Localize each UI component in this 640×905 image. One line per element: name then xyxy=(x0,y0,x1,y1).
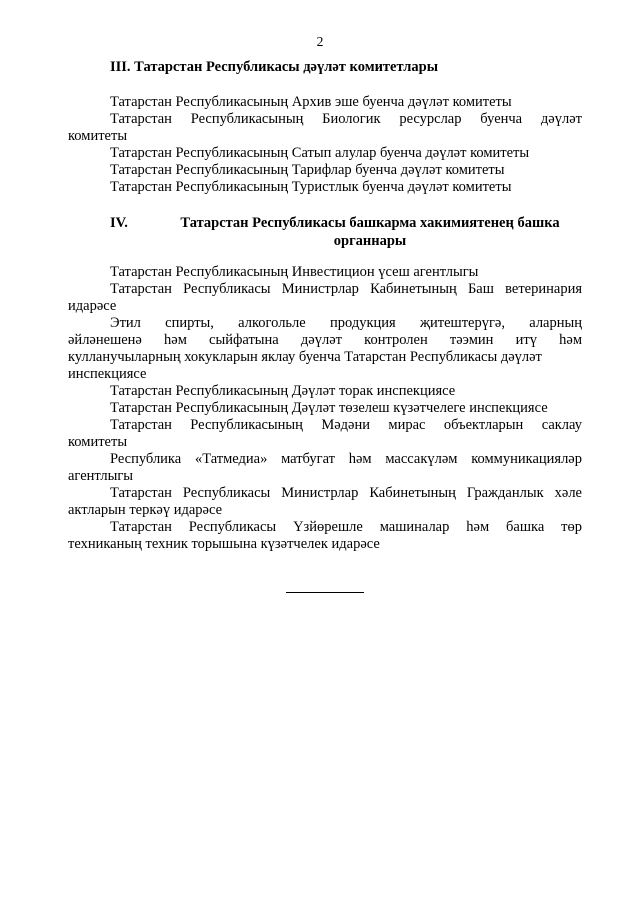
section-4-heading-line2: органнары xyxy=(333,233,407,249)
list-item-continuation: техниканың техник торышына күзәтчелек идарәсе xyxy=(68,536,380,552)
section-3-list xyxy=(68,94,582,196)
list-item: Татарстан Республикасының Биологик ресурслар буенча дәүләт xyxy=(110,111,582,127)
section-4-heading xyxy=(110,214,590,250)
list-item: Татарстан Республикасы Министрлар Кабинетының Баш ветеринария xyxy=(110,281,582,297)
list-item: Татарстан Республикасы Үзйөрешле машиналар һәм башка төр xyxy=(110,519,582,535)
list-item: Татарстан Республикасының Архив эше буенча дәүләт комитеты xyxy=(110,94,512,110)
section-4-number: IV. xyxy=(110,215,128,231)
list-item-continuation: актларын теркәү идарәсе xyxy=(68,502,222,518)
section-4-heading-line1: Татарстан Республикасы башкарма хакимиятенең башка xyxy=(180,215,560,231)
list-item: Татарстан Республикасының Тарифлар буенча дәүләт комитеты xyxy=(110,162,505,178)
list-item: Этил спирты, алкогольле продукция җитештерүгә, аларның xyxy=(110,315,582,331)
list-item-continuation: агентлыгы xyxy=(68,468,134,484)
section-3-heading: III. Татарстан Республикасы дәүләт комитетлары xyxy=(110,59,439,75)
list-item: Республика «Татмедиа» матбугат һәм массакүләм коммуникацияләр xyxy=(110,451,582,467)
list-item: Татарстан Республикасының Сатып алулар буенча дәүләт комитеты xyxy=(110,145,530,161)
list-item-continuation: комитеты xyxy=(68,434,128,450)
list-item-continuation: әйләнешенә һәм сыйфатына дәүләт контролен тәэмин итү һәм xyxy=(68,332,582,348)
end-divider xyxy=(286,592,364,593)
list-item: Татарстан Республикасының Мәдәни мирас объектларын саклау xyxy=(110,417,582,433)
list-item: Татарстан Республикасының Инвестицион үсеш агентлыгы xyxy=(110,264,479,280)
section-4-list xyxy=(68,264,582,553)
list-item: Татарстан Республикасының Дәүләт торак инспекциясе xyxy=(110,383,456,399)
page-number: 2 xyxy=(316,34,324,49)
list-item-continuation: идарәсе xyxy=(68,298,117,314)
list-item-continuation: кулланучыларның хокукларын яклау буенча Татарстан Республикасы дәүләт xyxy=(68,349,542,365)
list-item: Татарстан Республикасының Туристлык буенча дәүләт комитеты xyxy=(110,179,512,195)
list-item-continuation: инспекциясе xyxy=(68,366,147,382)
list-item: Татарстан Республикасының Дәүләт төзелеш күзәтчелеге инспекциясе xyxy=(110,400,548,416)
list-item-continuation: комитеты xyxy=(68,128,128,144)
list-item: Татарстан Республикасы Министрлар Кабинетының Гражданлык хәле xyxy=(110,485,582,501)
